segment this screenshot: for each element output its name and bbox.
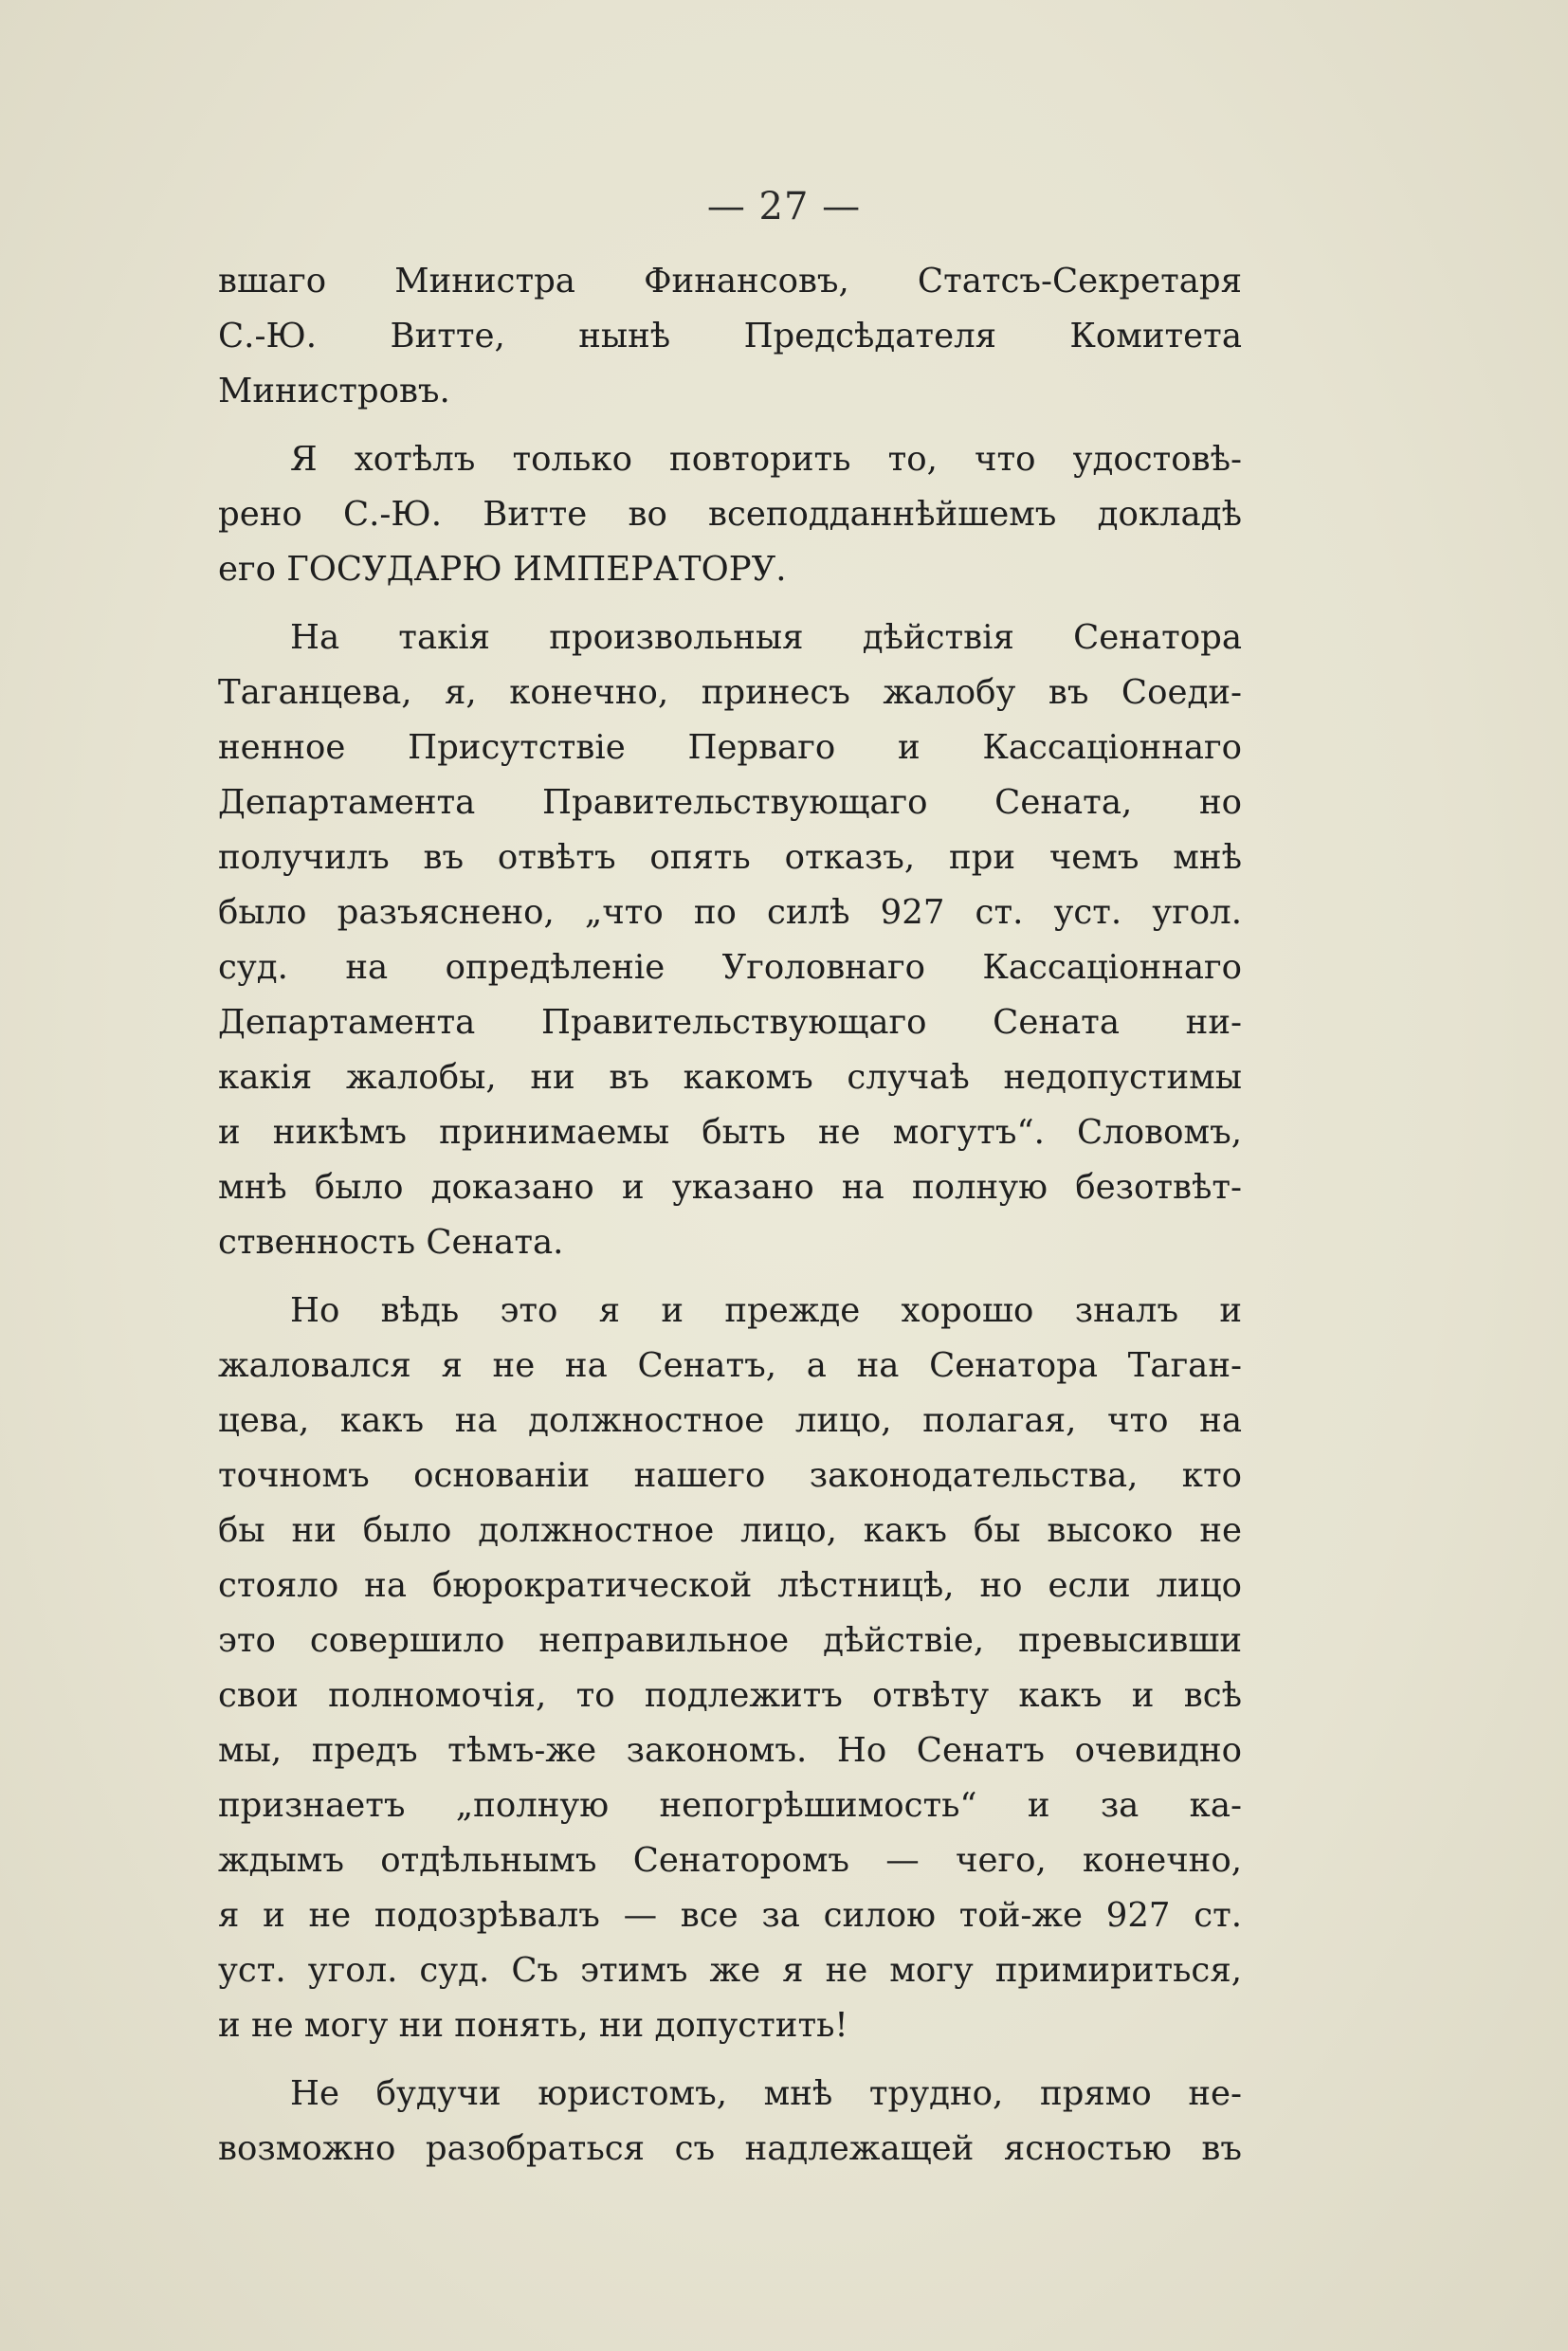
text-line: жаловался я не на Сенатъ, а на Сенатора Таган- xyxy=(218,1346,1242,1385)
text-line: какія жалобы, ни въ какомъ случаѣ недопустимы xyxy=(218,1058,1242,1097)
text-line: это совершило неправильное дѣйствіе, превысивши xyxy=(218,1621,1242,1660)
text-line: ненное Присутствіе Перваго и Кассаціоннаго xyxy=(218,728,1242,767)
text-line: С.-Ю. Витте, нынѣ Предсѣдателя Комитета xyxy=(218,317,1242,355)
text-line: рено С.-Ю. Витте во всеподданнѣйшемъ докладѣ xyxy=(218,495,1242,534)
text-line: Департамента Правительствующаго Сената, но xyxy=(218,783,1242,822)
text-line: ждымъ отдѣльнымъ Сенаторомъ — чего, конечно, xyxy=(218,1841,1242,1880)
text-line: и не могу ни понять, ни допустить! xyxy=(218,2006,848,2045)
text-line: Не будучи юристомъ, мнѣ трудно, прямо не- xyxy=(290,2074,1242,2113)
text-line: ственность Сената. xyxy=(218,1223,564,1262)
text-line: его ГОСУДАРЮ ИМПЕРАТОРУ. xyxy=(218,550,787,589)
text-line: Таганцева, я, конечно, принесъ жалобу въ Соеди- xyxy=(218,673,1242,712)
text-line: На такія произвольныя дѣйствія Сенатора xyxy=(290,618,1242,657)
text-line: точномъ основаніи нашего законодательства, кто xyxy=(218,1456,1242,1495)
text-line: было разъяснено, „что по силѣ 927 ст. уст. угол. xyxy=(218,893,1242,932)
text-line: Департамента Правительствующаго Сената ни- xyxy=(218,1003,1242,1042)
text-line: стояло на бюрократической лѣстницѣ, но если лицо xyxy=(218,1566,1242,1605)
text-line: вшаго Министра Финансовъ, Статсъ-Секретаря xyxy=(218,262,1242,301)
text-line: цева, какъ на должностное лицо, полагая, что на xyxy=(218,1401,1242,1440)
text-line: Я хотѣлъ только повторить то, что удостовѣ- xyxy=(290,440,1242,479)
text-line: возможно разобраться съ надлежащей ясностью въ xyxy=(218,2129,1242,2168)
body-text xyxy=(218,254,1242,2177)
text-line: Но вѣдь это я и прежде хорошо зналъ и xyxy=(290,1291,1242,1330)
text-line: бы ни было должностное лицо, какъ бы высоко не xyxy=(218,1511,1242,1550)
text-line: мнѣ было доказано и указано на полную безотвѣт- xyxy=(218,1168,1242,1207)
text-line: я и не подозрѣвалъ — все за силою той-же 927 ст. xyxy=(218,1896,1242,1935)
text-line: и никѣмъ принимаемы быть не могутъ“. Словомъ, xyxy=(218,1113,1242,1152)
text-line: суд. на опредѣленіе Уголовнаго Кассаціоннаго xyxy=(218,948,1242,987)
text-line: получилъ въ отвѣтъ опять отказъ, при чемъ мнѣ xyxy=(218,838,1242,877)
text-line: признаетъ „полную непогрѣшимость“ и за ка- xyxy=(218,1786,1242,1825)
text-line: свои полномочія, то подлежитъ отвѣту какъ и всѣ xyxy=(218,1676,1242,1715)
text-line: уст. угол. суд. Съ этимъ же я не могу примириться, xyxy=(218,1951,1242,1990)
page-number: — 27 — xyxy=(706,185,862,228)
text-line: Министровъ. xyxy=(218,372,450,410)
text-line: мы, предъ тѣмъ-же закономъ. Но Сенатъ очевидно xyxy=(218,1731,1242,1770)
